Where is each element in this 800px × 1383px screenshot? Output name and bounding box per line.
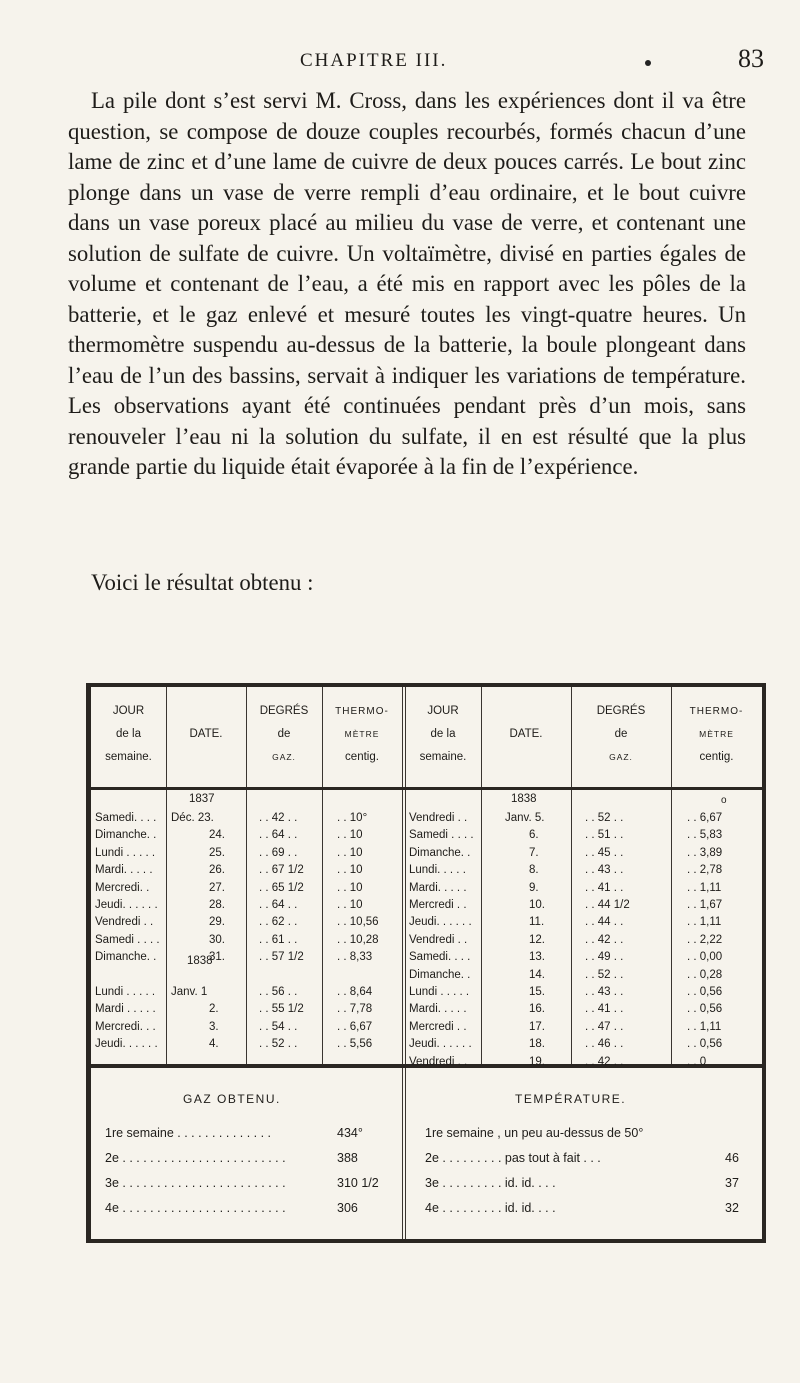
- gas-cell: . . 52 . .: [585, 968, 624, 981]
- day-cell: Mardi . . . . .: [95, 1003, 156, 1016]
- gas-cell: . . 61 . .: [259, 933, 298, 946]
- temp-cell: . . 0,56: [687, 986, 723, 998]
- temp-cell: . . 10: [337, 846, 363, 859]
- temp-cell: . . 0,56: [687, 1003, 723, 1016]
- gas-cell: . . 55 1/2: [259, 1003, 304, 1016]
- date-cell: 14.: [529, 968, 545, 981]
- gas-cell: . . 42 . .: [259, 812, 298, 824]
- gas-row-value: 306: [337, 1201, 358, 1215]
- data-table: [86, 683, 766, 1068]
- gas-cell: . . 52 . .: [259, 1038, 298, 1051]
- table-row: [405, 897, 762, 914]
- gas-row-value: 388: [337, 1151, 358, 1165]
- day-cell: Dimanche. .: [95, 951, 157, 964]
- table-row: [91, 1036, 402, 1053]
- temp-cell: . . 10,56: [337, 916, 379, 929]
- header-degres-1: DEGRÉS: [259, 705, 309, 717]
- column-divider: [402, 687, 403, 1064]
- day-cell: Lundi . . . . .: [409, 986, 470, 998]
- table-row: [91, 845, 402, 862]
- day-cell: Jeudi. . . . . .: [409, 1038, 472, 1051]
- table-row: [91, 880, 402, 897]
- day-cell: Mardi. . . . .: [409, 1003, 467, 1016]
- temp-row-value: 32: [725, 1201, 739, 1215]
- date-cell: 17.: [529, 1020, 545, 1033]
- date-cell: 27.: [209, 881, 225, 894]
- header-thermo-1: THERMO-: [335, 706, 389, 717]
- gas-cell: . . 46 . .: [585, 1038, 624, 1051]
- table-row: [405, 932, 762, 949]
- date-cell: Déc. 23.: [171, 812, 214, 824]
- day-cell: Jeudi. . . . . .: [95, 899, 158, 911]
- table-row: [91, 984, 402, 1001]
- header-date-text: DATE.: [509, 728, 543, 740]
- temp-cell: . . 10: [337, 829, 363, 842]
- header-degres-3: GAZ.: [272, 752, 296, 762]
- day-cell: Mercredi . .: [409, 899, 467, 911]
- temp-cell: . . 2,22: [687, 933, 723, 946]
- temp-cell: . . 0,28: [687, 968, 723, 981]
- header-degres: [246, 700, 322, 769]
- gas-cell: . . 54 . .: [259, 1020, 298, 1033]
- temp-cell: . . 5,56: [337, 1038, 373, 1051]
- day-cell: Mercredi. .: [95, 881, 150, 894]
- header-degres-1: DEGRÉS: [596, 705, 646, 717]
- table-row: [405, 1019, 762, 1036]
- day-cell: Lundi . . . . .: [95, 846, 156, 859]
- table-row: [405, 949, 762, 966]
- day-cell: Mercredi . .: [409, 1020, 467, 1033]
- temp-cell: . . 6,67: [687, 812, 723, 824]
- date-cell: 8.: [529, 864, 539, 877]
- header-jour-2: de la: [116, 728, 141, 740]
- gas-cell: . . 43 . .: [585, 986, 624, 998]
- gas-cell: . . 43 . .: [585, 864, 624, 877]
- temp-cell: . . 7,78: [337, 1003, 373, 1016]
- table-row: [91, 914, 402, 931]
- temp-cell: . . 1,11: [687, 881, 722, 894]
- table-row: [91, 897, 402, 914]
- gas-cell: . . 41 . .: [585, 881, 624, 894]
- table-row: [91, 827, 402, 844]
- gas-title: GAZ OBTENU.: [183, 1092, 281, 1106]
- date-cell: Janv. 1: [171, 986, 208, 998]
- summary-divider: [402, 1068, 403, 1239]
- temp-cell: . . 10: [337, 881, 363, 894]
- temp-row-value: 37: [725, 1176, 739, 1190]
- gas-cell: . . 57 1/2: [259, 951, 304, 964]
- gas-cell: . . 52 . .: [585, 812, 624, 824]
- date-cell: 18.: [529, 1038, 545, 1051]
- date-cell: 19.: [529, 1055, 545, 1068]
- temp-row-label: 4e . . . . . . . . . id. id. . . .: [425, 1201, 556, 1215]
- header-degres-right: [571, 700, 671, 769]
- table-row: [405, 880, 762, 897]
- temp-cell: . . 8,33: [337, 951, 373, 964]
- gas-row-label: 2e . . . . . . . . . . . . . . . . . . . . . . . .: [105, 1151, 286, 1165]
- gas-cell: . . 51 . .: [585, 829, 624, 842]
- table-row: [405, 967, 762, 984]
- date-cell: 30.: [209, 933, 225, 946]
- day-cell: Samedi. . . .: [409, 951, 471, 964]
- day-cell: Samedi. . . .: [95, 812, 157, 824]
- day-cell: Vendredi . .: [409, 933, 468, 946]
- body-paragraph: La pile dont s’est servi M. Cross, dans les expériences dont il va être question, se compose de douze couples recourbés, formés chacun d’une lame de zinc et d’une lame de cuivre de deux pouces carrés. Le bout zinc plonge dans un vase de verre rempli d’eau ordinaire, et le bout cuivre dans un vase poreux placé au milieu du vase de verre, et contenant une solution de sulfate de cuivre. Un voltaïmètre, divisé en parties égales de volume et contenant de l’eau, a été mis en rapport avec les pôles de la batterie, et le gaz enlevé et mesuré toutes les vingt-quatre heures. Un thermomètre suspendu au-dessus de la batterie, la boule plongeant dans l’eau de l’un des bassins, servait à indiquer les variations de température. Les observations ayant été continuées pendant près d’un mois, sans renouveler l’eau ni la solution du sulfate, il en est résulté que la plus grande partie du liquide était évaporée à la fin de l’expérience.: [68, 88, 746, 479]
- temp-row-label: 1re semaine , un peu au-dessus de 50°: [425, 1126, 644, 1140]
- header-jour-1: JOUR: [427, 705, 459, 717]
- date-cell: 4.: [209, 1038, 219, 1051]
- temp-cell: . . 8,64: [337, 986, 373, 998]
- header-rule: [91, 787, 762, 790]
- intro-line: Voici le résultat obtenu :: [91, 570, 314, 595]
- header-thermo: [322, 700, 402, 769]
- header-degres-3: GAZ.: [609, 752, 633, 762]
- date-cell: 9.: [529, 881, 539, 894]
- temp-cell: . . 1,11: [687, 916, 722, 929]
- gas-cell: . . 42 . .: [585, 933, 624, 946]
- date-cell: 31.: [209, 951, 225, 964]
- table-row: [405, 810, 762, 827]
- header-jour-3: semaine.: [105, 751, 152, 763]
- gas-cell: . . 62 . .: [259, 916, 298, 929]
- date-cell: 7.: [529, 846, 539, 859]
- date-cell: 29.: [209, 916, 225, 929]
- day-cell: Jeudi. . . . . .: [409, 916, 472, 929]
- gas-row-label: 3e . . . . . . . . . . . . . . . . . . . . . . . .: [105, 1176, 286, 1190]
- temp-row-label: 2e . . . . . . . . . pas tout à fait . . .: [425, 1151, 601, 1165]
- gas-cell: . . 45 . .: [585, 846, 624, 859]
- gas-cell: . . 44 1/2: [585, 899, 630, 911]
- date-cell: 11.: [529, 916, 545, 929]
- day-cell: Lundi . . . . .: [95, 986, 156, 998]
- table-row: [405, 845, 762, 862]
- day-cell: Samedi . . . .: [95, 933, 160, 946]
- date-cell: 12.: [529, 933, 545, 946]
- date-cell: 26.: [209, 864, 225, 877]
- temp-cell: . . 0: [687, 1055, 707, 1068]
- gas-cell: . . 42 . .: [585, 1055, 624, 1068]
- year-1837: 1837: [189, 793, 215, 805]
- date-cell: 24.: [209, 829, 225, 842]
- table-row: [91, 949, 402, 966]
- date-cell: 25.: [209, 846, 225, 859]
- day-cell: Dimanche. .: [95, 829, 157, 842]
- page-number: 83: [738, 44, 764, 73]
- date-cell: Janv. 5.: [505, 812, 545, 824]
- page-header: [0, 44, 800, 84]
- table-row: [91, 862, 402, 879]
- gas-cell: . . 47 . .: [585, 1020, 624, 1033]
- gas-cell: . . 69 . .: [259, 846, 298, 859]
- gas-cell: . . 67 1/2: [259, 864, 304, 877]
- gas-row-value: 310 1/2: [337, 1176, 379, 1190]
- temp-cell: . . 10,28: [337, 933, 379, 946]
- temp-cell: . . 6,67: [337, 1020, 373, 1033]
- header-date-right: [481, 723, 571, 746]
- date-cell: 6.: [529, 829, 539, 842]
- header-thermo-3: centig.: [345, 751, 379, 763]
- date-cell: 3.: [209, 1020, 219, 1033]
- temp-cell: . . 1,67: [687, 899, 723, 911]
- table-row: [91, 932, 402, 949]
- header-thermo-2: MÈTRE: [699, 729, 734, 739]
- table-row: [405, 984, 762, 1001]
- temp-cell: . . 1,11: [687, 1020, 722, 1033]
- gas-row-label: 1re semaine . . . . . . . . . . . . . .: [105, 1126, 272, 1140]
- gas-cell: . . 44 . .: [585, 916, 624, 929]
- header-date: [166, 723, 246, 746]
- table-row: [405, 827, 762, 844]
- header-jour-3: semaine.: [419, 751, 467, 763]
- day-cell: Vendredi . .: [95, 916, 154, 929]
- gas-cell: . . 64 . .: [259, 829, 298, 842]
- year-1838-left: 1838: [187, 955, 213, 967]
- day-cell: Samedi . . . .: [409, 829, 474, 842]
- date-cell: 16.: [529, 1003, 545, 1016]
- gas-cell: . . 49 . .: [585, 951, 624, 964]
- gas-cell: . . 56 . .: [259, 986, 298, 998]
- temperature-title: TEMPÉRATURE.: [515, 1092, 627, 1106]
- table-row: [405, 1001, 762, 1018]
- header-jour-1: JOUR: [112, 705, 145, 717]
- day-cell: Dimanche. .: [409, 846, 471, 859]
- temp-cell: . . 10: [337, 864, 363, 877]
- header-jour-right: [405, 700, 481, 769]
- header-date-text: DATE.: [189, 728, 223, 740]
- header-thermo-1: THERMO-: [689, 706, 744, 717]
- gas-cell: . . 41 . .: [585, 1003, 624, 1016]
- header-thermo-right: [671, 700, 762, 769]
- header-jour: [91, 700, 166, 769]
- gas-cell: . . 64 . .: [259, 899, 298, 911]
- temp-cell: . . 2,78: [687, 864, 723, 877]
- temp-cell: . . 10: [337, 899, 363, 911]
- temp-cell: . . 0,00: [687, 951, 723, 964]
- table-row: [91, 1001, 402, 1018]
- summary-divider: [405, 1068, 406, 1239]
- ink-dot: [645, 60, 651, 66]
- degree-mark: o: [721, 795, 727, 806]
- temp-cell: . . 0,56: [687, 1038, 723, 1051]
- gas-cell: . . 65 1/2: [259, 881, 304, 894]
- header-jour-2: de la: [430, 728, 456, 740]
- table-row: [405, 1036, 762, 1053]
- day-cell: Mardi. . . . .: [95, 864, 153, 877]
- day-cell: Lundi. . . . .: [409, 864, 466, 877]
- day-cell: Mercredi. . .: [95, 1020, 156, 1033]
- day-cell: Mardi. . . . .: [409, 881, 467, 894]
- header-degres-2: de: [277, 728, 291, 740]
- temp-cell: . . 5,83: [687, 829, 723, 842]
- header-degres-2: de: [614, 728, 628, 740]
- day-cell: Jeudi. . . . . .: [95, 1038, 158, 1051]
- date-cell: 28.: [209, 899, 225, 911]
- date-cell: 15.: [529, 986, 545, 998]
- running-head: CHAPITRE III.: [300, 50, 448, 71]
- day-cell: Vendredi . .: [409, 812, 468, 824]
- day-cell: Vendredi . .: [409, 1055, 468, 1068]
- summary-table: [86, 1068, 766, 1243]
- date-cell: 10.: [529, 899, 545, 911]
- header-thermo-2: MÈTRE: [344, 729, 380, 739]
- temp-row-value: 46: [725, 1151, 739, 1165]
- table-row: [405, 914, 762, 931]
- table-row: [91, 1019, 402, 1036]
- date-cell: 13.: [529, 951, 545, 964]
- gas-row-value: 434°: [337, 1126, 363, 1140]
- date-cell: 2.: [209, 1003, 219, 1016]
- header-thermo-3: centig.: [699, 751, 734, 763]
- gas-row-label: 4e . . . . . . . . . . . . . . . . . . . . . . . .: [105, 1201, 286, 1215]
- table-row: [91, 810, 402, 827]
- day-cell: Dimanche. .: [409, 968, 471, 981]
- table-row: [405, 862, 762, 879]
- temp-cell: . . 3,89: [687, 846, 723, 859]
- year-1838-right: 1838: [511, 793, 537, 805]
- temp-cell: . . 10°: [337, 812, 368, 824]
- temp-row-label: 3e . . . . . . . . . id. id. . . .: [425, 1176, 556, 1190]
